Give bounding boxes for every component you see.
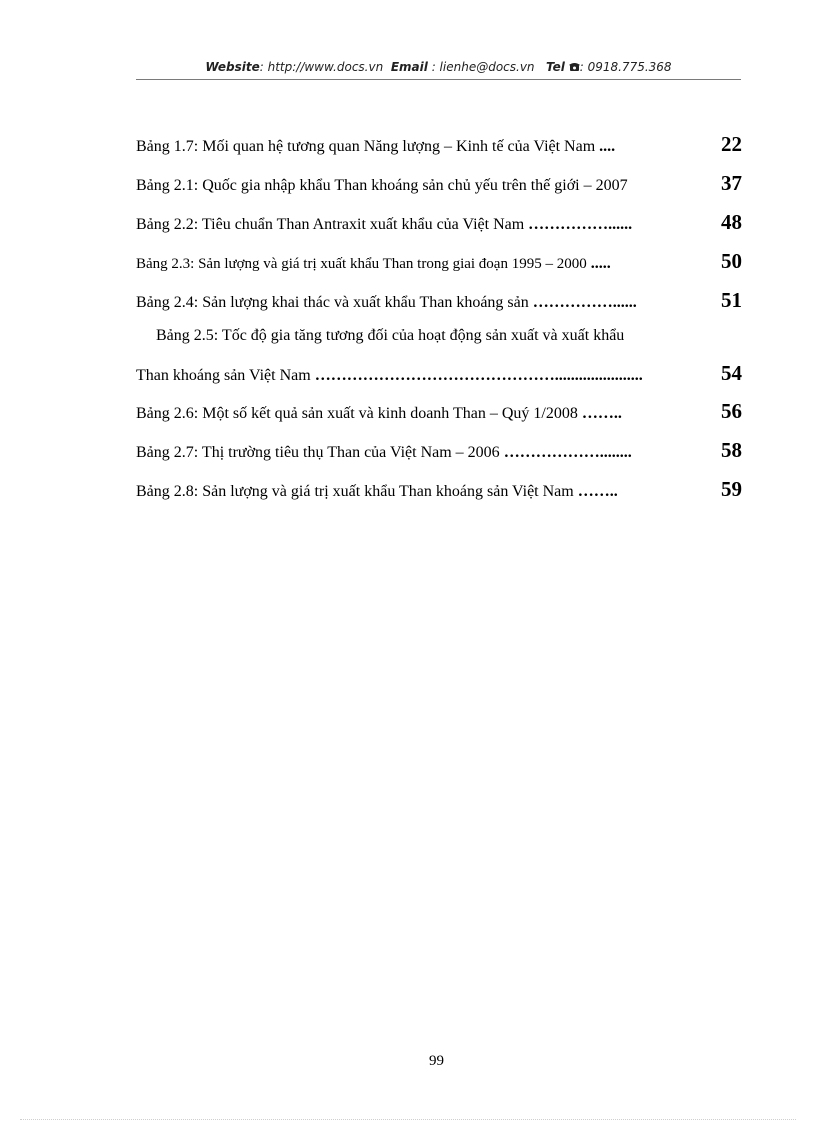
footer-divider [20,1119,796,1120]
toc-entry-label: Bảng 2.2: Tiêu chuẩn Than Antraxit xuất khẩu của Việt Nam [136,216,525,233]
toc-entry [136,210,742,249]
toc-entry-leader: ……………...... [528,216,633,233]
toc-entry-label: Bảng 2.7: Thị trường tiêu thụ Than của Việt Nam – 2006 [136,444,500,461]
toc-entry-leader: ………………………………………...................... [314,367,643,384]
toc-entry-page: 54 [721,361,742,385]
toc-entry-page: 48 [721,210,742,234]
toc-entry [136,361,742,399]
toc-entry-leader: .... [599,138,616,155]
email-label: Email [390,60,428,74]
toc-entry [136,171,742,210]
toc-entry [136,288,742,327]
toc-entry [136,438,742,477]
toc-entry-label: Bảng 2.8: Sản lượng và giá trị xuất khẩu Than khoáng sản Việt Nam [136,483,574,500]
toc-entry-label: Bảng 1.7: Mối quan hệ tương quan Năng lượng – Kinh tế của Việt Nam [136,138,596,155]
website-value: : http://www.docs.vn [259,60,384,74]
table-list [136,132,742,516]
tel-label: Tel [546,60,565,74]
toc-entry-leader: …….. [581,405,622,422]
email-value: : lienhe@docs.vn [431,60,535,74]
toc-entry-label: Bảng 2.4: Sản lượng khai thác và xuất khẩu Than khoáng sản [136,294,529,311]
toc-entry [136,327,742,361]
toc-entry-label: Bảng 2.5: Tốc độ gia tăng tương đối của hoạt động sản xuất và xuất khẩu [156,327,625,344]
toc-entry-page: 56 [721,399,742,423]
phone-icon [569,61,580,75]
toc-entry [136,249,742,288]
toc-entry-label: Than khoáng sản Việt Nam [136,367,311,384]
toc-entry-page: 51 [721,288,742,312]
website-label: Website [205,60,260,74]
toc-entry-leader: ……………...... [532,294,637,311]
toc-entry-leader: ………………........ [503,444,632,461]
toc-entry-label: Bảng 2.3: Sản lượng và giá trị xuất khẩu Than trong giai đoạn 1995 – 2000 [136,256,587,272]
toc-entry-leader: …….. [577,483,618,500]
toc-entry-page: 50 [721,249,742,273]
header-divider [136,79,741,80]
toc-entry-page: 22 [721,132,742,156]
toc-entry-page: 58 [721,438,742,462]
toc-entry [136,477,742,516]
toc-entry-label: Bảng 2.6: Một số kết quả sản xuất và kinh doanh Than – Quý 1/2008 [136,405,578,422]
toc-entry [136,132,742,171]
tel-value: : 0918.775.368 [579,60,672,74]
toc-entry-page: 59 [721,477,742,501]
page-header [136,60,741,75]
page-number: 99 [429,1053,444,1069]
toc-entry-page: 37 [721,171,742,195]
toc-entry-label: Bảng 2.1: Quốc gia nhập khẩu Than khoáng sản chủ yếu trên thế giới – 2007 [136,177,628,194]
toc-entry-leader: ..... [590,255,611,272]
toc-entry [136,399,742,438]
